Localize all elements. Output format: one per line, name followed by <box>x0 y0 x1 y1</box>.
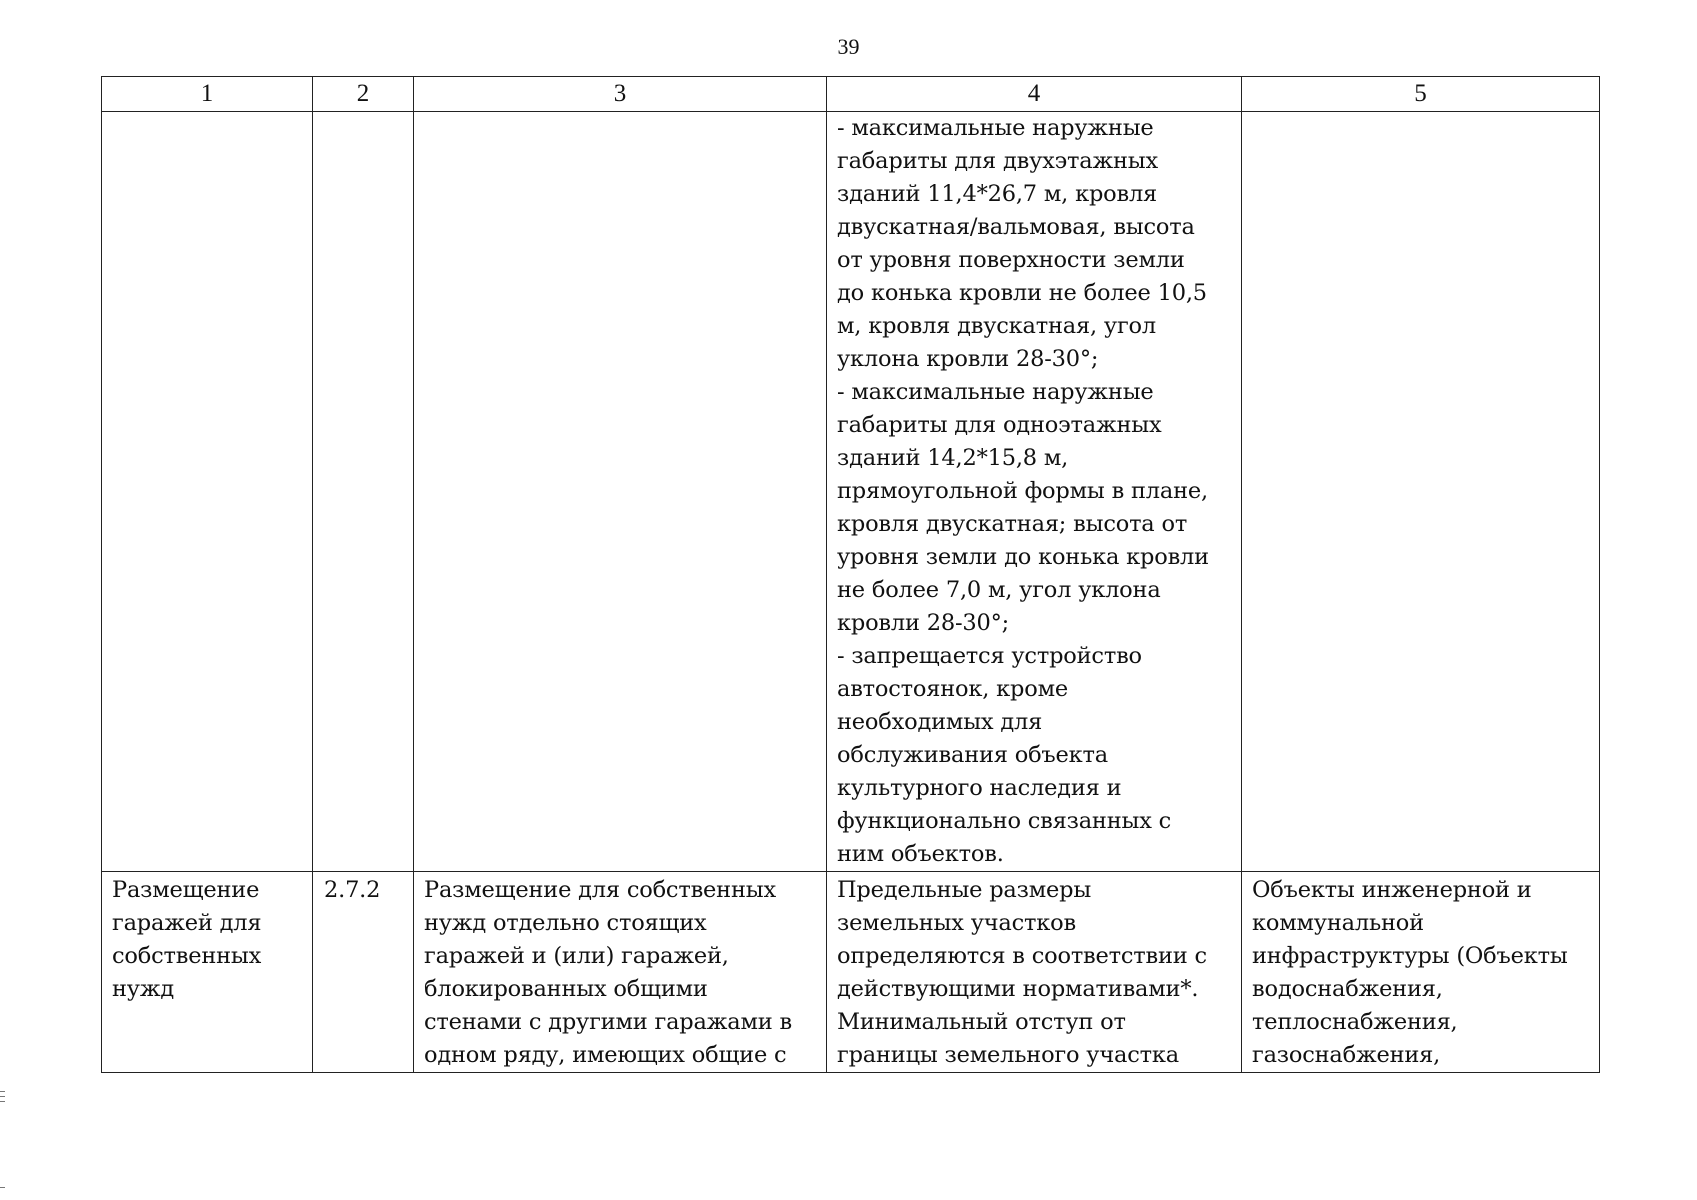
scan-edge-mark <box>0 1091 5 1092</box>
related-objects-text: Объекты инженерной и коммунальной инфраструктуры (Объекты водоснабжения, теплоснабжения, газоснабжения, <box>1252 877 1568 1068</box>
land-use-name-text: Размещение гаражей для собственных нужд <box>112 877 262 1002</box>
table-row <box>102 112 1600 872</box>
cell-land-use-name <box>102 112 313 872</box>
cell-land-use-code <box>313 112 414 872</box>
land-use-description-text: Размещение для собственных нужд отдельно стоящих гаражей и (или) гаражей, блокированных общими стенами с другими гаражами в одном ряду, имеющих общие с <box>424 877 792 1068</box>
column-header-1: 1 <box>102 77 313 112</box>
scan-edge-mark <box>0 1187 5 1188</box>
scan-edge-mark <box>0 1096 5 1097</box>
column-header-2: 2 <box>313 77 414 112</box>
table-row <box>102 872 1600 1073</box>
cell-parameters <box>827 112 1242 872</box>
cell-related-objects <box>1242 872 1600 1073</box>
parameters-text: - максимальные наружные габариты для двухэтажных зданий 11,4*26,7 м, кровля двускатная/вальмовая, высота от уровня поверхности земли до конька кровли не более 10,5 м, кровля двускатная, угол уклона кровли 28-30°; - максимальные наружные габариты для одноэтажных зданий 14,2*15,8 м, прямоугольной формы в плане, кровля двускатная; высота от уровня земли до конька кровли не более 7,0 м, угол уклона кровли 28-30°; - запрещается устройство автостоянок, кроме необходимых для обслуживания объекта культурного наследия и функционально связанных с ним объектов. <box>837 115 1209 867</box>
cell-related-objects <box>1242 112 1600 872</box>
page-number: 39 <box>837 34 860 59</box>
cell-land-use-description <box>414 112 827 872</box>
scan-edge-mark <box>0 1101 5 1102</box>
regulation-table <box>101 76 1600 1073</box>
cell-land-use-code <box>313 872 414 1073</box>
land-use-code-text: 2.7.2 <box>324 877 381 903</box>
column-header-3: 3 <box>414 77 827 112</box>
cell-land-use-description <box>414 872 827 1073</box>
cell-parameters <box>827 872 1242 1073</box>
table-header-row <box>102 77 1600 112</box>
parameters-text: Предельные размеры земельных участков определяются в соответствии с действующими нормативами*. Минимальный отступ от границы земельного участка <box>837 877 1207 1068</box>
cell-land-use-name <box>102 872 313 1073</box>
column-header-5: 5 <box>1242 77 1600 112</box>
column-header-4: 4 <box>827 77 1242 112</box>
